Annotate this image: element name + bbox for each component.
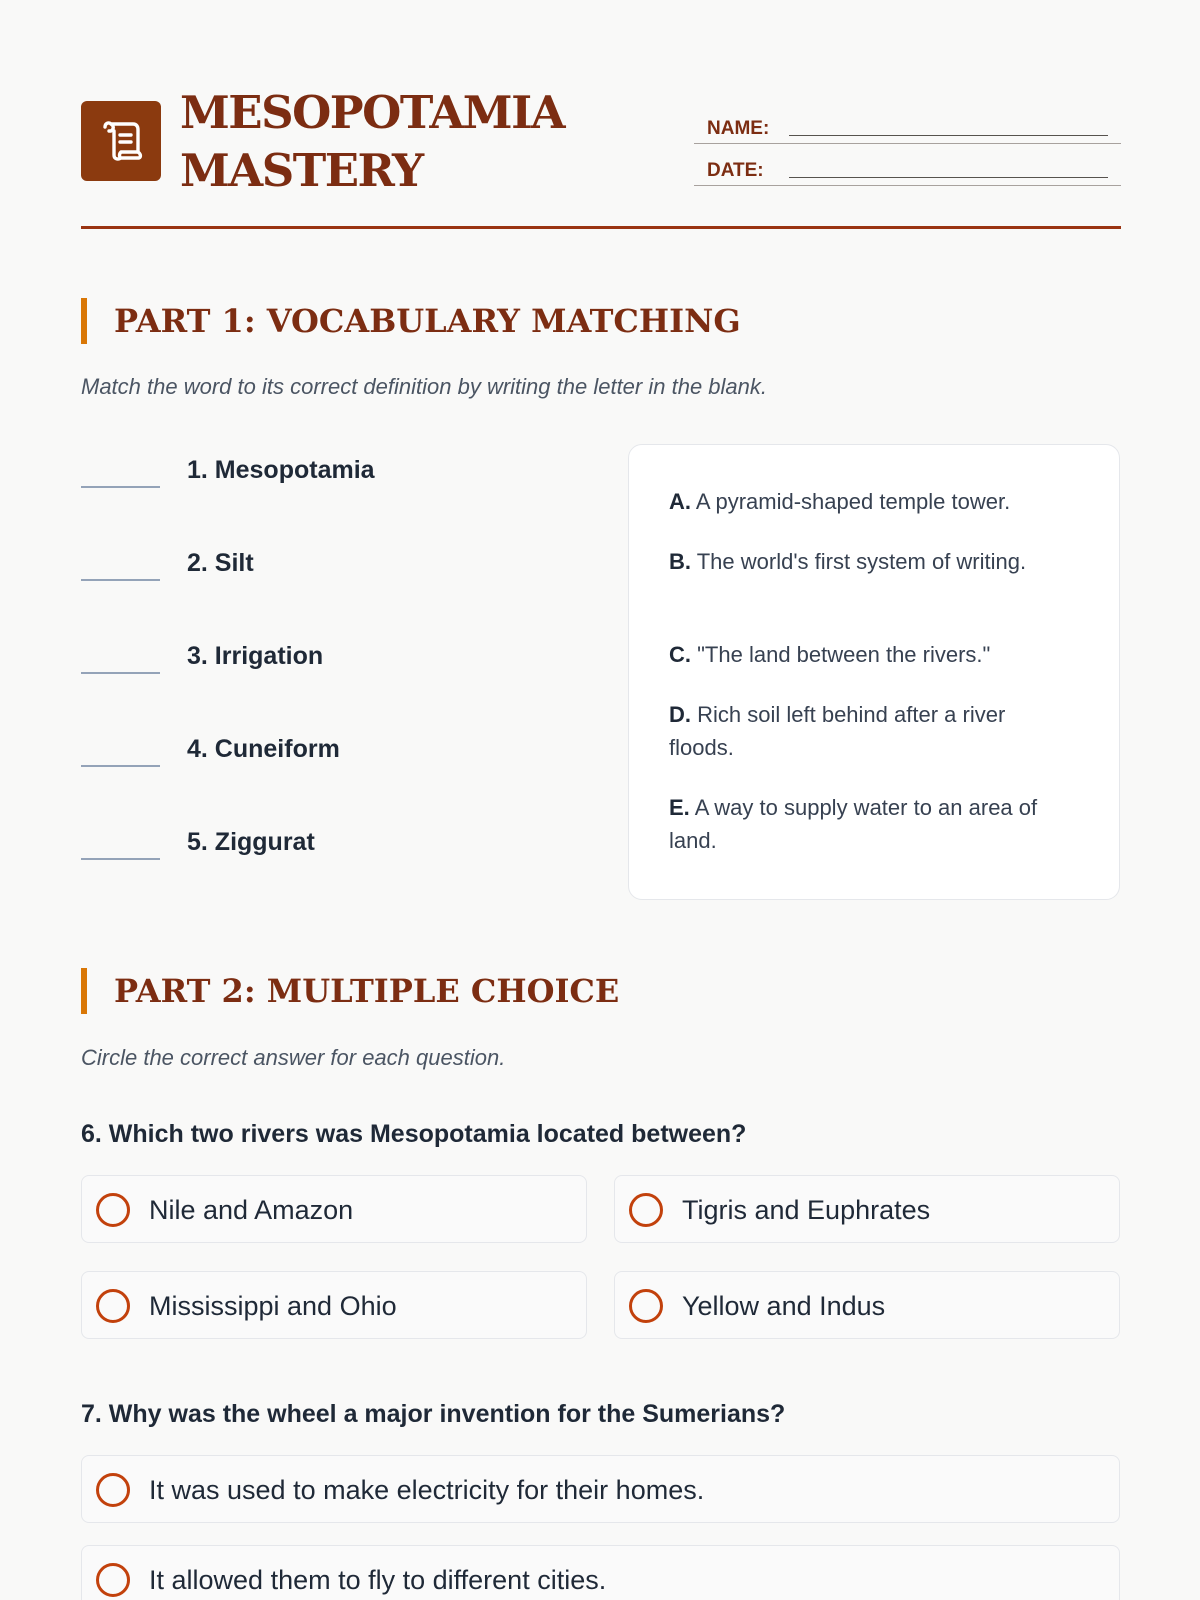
name-field-row [694,102,1121,144]
answer-blank[interactable] [81,486,160,488]
definition-letter: E. [669,795,690,820]
option-label: Yellow and Indus [682,1291,886,1321]
radio-circle-icon [96,1289,130,1323]
option-label: Mississippi and Ohio [149,1291,397,1321]
answer-option[interactable] [81,1455,1120,1523]
definition-letter: C. [669,642,691,667]
answer-option[interactable] [614,1271,1120,1339]
header-divider [81,226,1121,229]
date-field-row [694,144,1121,186]
radio-circle-icon [96,1193,130,1227]
answer-blank[interactable] [81,765,160,767]
definition-text: The world's first system of writing. [696,549,1027,574]
question-7: 7. Why was the wheel a major invention for the Sumerians? [81,1400,786,1428]
answer-blank[interactable] [81,672,160,674]
part1-instructions: Match the word to its correct definition by writing the letter in the blank. [81,374,767,399]
vocab-word: 3. Irrigation [187,642,324,670]
radio-circle-icon [629,1289,663,1323]
option-label: It allowed them to fly to different cities. [149,1565,607,1595]
radio-circle-icon [96,1563,130,1597]
radio-circle-icon [629,1193,663,1227]
option-label: Nile and Amazon [149,1195,354,1225]
definition-item [669,638,1069,671]
part1-title: PART 1: VOCABULARY MATCHING [81,298,981,344]
answer-option[interactable] [614,1175,1120,1243]
vocab-item [81,735,531,785]
answer-option[interactable] [81,1545,1120,1600]
vocab-item [81,642,531,692]
vocab-word: 1. Mesopotamia [187,456,375,484]
date-field[interactable] [789,176,1108,178]
scroll-icon [95,115,147,167]
date-label: DATE: [707,160,764,181]
answer-blank[interactable] [81,579,160,581]
definitions-box [628,444,1120,900]
option-label: It was used to make electricity for their homes. [149,1475,705,1505]
definition-text: "The land between the rivers." [697,642,991,667]
definition-text: A way to supply water to an area of land. [669,795,1038,853]
definition-letter: A. [669,489,691,514]
part2-instructions: Circle the correct answer for each question. [81,1045,506,1070]
answer-blank[interactable] [81,858,160,860]
definition-letter: D. [669,702,691,727]
definition-item [669,791,1069,857]
vocab-word: 5. Ziggurat [187,828,315,856]
vocab-word: 4. Cuneiform [187,735,340,763]
option-label: Tigris and Euphrates [682,1195,931,1225]
definition-text: A pyramid-shaped temple tower. [695,489,1011,514]
question-6: 6. Which two rivers was Mesopotamia located between? [81,1120,747,1148]
answer-option[interactable] [81,1175,587,1243]
definition-item [669,698,1069,764]
header [81,84,1121,228]
student-fields [694,102,1121,186]
definition-item [669,545,1069,578]
vocab-word: 2. Silt [187,549,254,577]
definition-item [669,485,1069,518]
definition-text: Rich soil left behind after a river floods. [669,702,1006,760]
vocab-item [81,549,531,599]
radio-circle-icon [96,1473,130,1507]
vocab-item [81,456,531,506]
name-field[interactable] [789,134,1108,136]
logo [81,101,161,181]
answer-option[interactable] [81,1271,587,1339]
worksheet-title: MESOPOTAMIA MASTERY [180,86,565,197]
part2-title: PART 2: MULTIPLE CHOICE [81,968,981,1014]
vocab-item [81,828,531,878]
definition-letter: B. [669,549,691,574]
name-label: NAME: [707,118,770,139]
